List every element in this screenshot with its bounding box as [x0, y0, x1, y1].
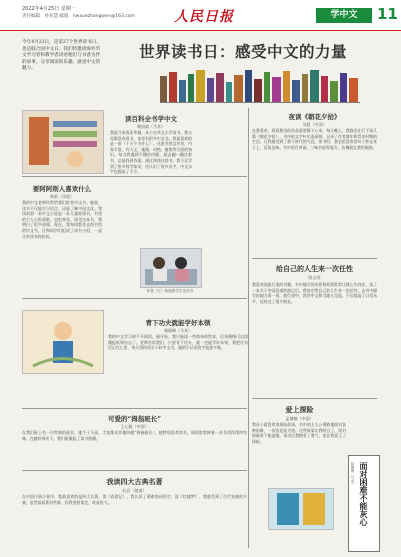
page-title: 世界读书日：感受中文的力量	[138, 42, 347, 61]
masthead	[0, 0, 401, 31]
divider	[252, 398, 377, 399]
article-author-a4: 谢晓琳（马来）	[164, 328, 192, 333]
article-title-a1: 读百科全书学中文	[125, 115, 177, 123]
article-author-a6: 王心颖（中国）	[120, 424, 149, 429]
column-rule	[248, 108, 249, 548]
editor-line: 责任编辑：孙亚慧 邮箱：hwxuezhongwen@163.com	[22, 14, 135, 19]
article-body-a5: 我喜欢读旅行类的书籍，书中描写的风景和故事常常让我心生向往。读了一本关于中国西部的游记后，我决定给自己的人生来一次任性，去书中描写的地方看一看。旅行途中，我用中文和当地人交流，不仅提高了口语水平，还结交了很多朋友。	[252, 282, 377, 304]
article-title-a7: 爱上探险	[285, 405, 314, 414]
side-column-author: 陈姗姗（马来）	[351, 462, 355, 487]
side-column	[348, 455, 380, 552]
newspaper-logo: 人民日报	[174, 9, 234, 25]
article-title-a6: 可爱的“拇指班长”	[108, 415, 161, 423]
divider	[22, 298, 247, 299]
article-author-a2: 刘晨（中国）	[302, 122, 327, 127]
article-body-a6: 在我们班上有一位特别的班长，她个子不高，大家都亲切地叫她“拇指班长”。她特别喜欢读书，课间常常捧着一本书读得津津有味。在她的带动下，我们班掀起了读书热潮。	[22, 430, 247, 441]
article-author-a5: 陈文涛	[308, 275, 321, 280]
divider	[22, 470, 247, 471]
boy-painting	[22, 310, 104, 374]
book-spines	[160, 70, 358, 102]
article-body-a8: 在中国古典小说中，我最喜欢的是四大名著。读《西游记》，我认识了勇敢的孙悟空；读《红楼梦》，我感受到了古代家族的兴衰。虽然读原著有些难，但我坚持读完，收获很大。	[22, 494, 247, 505]
article-title-a5: 给自己的人生来一次任性	[276, 264, 353, 273]
article-body-a3-cont	[106, 200, 246, 240]
page-number: 11	[377, 5, 398, 23]
photo-caption: 作者（左）和她的学生在读书	[146, 289, 194, 293]
divider	[22, 408, 247, 409]
reading-illustration	[22, 110, 104, 174]
article-title-a2: 夜读《朝花夕拾》	[288, 113, 341, 121]
section-label: 学中文	[316, 8, 372, 23]
book-cover-photo	[268, 488, 334, 530]
article-title-a3: 要阿阿则人喜欢什么	[32, 185, 92, 193]
article-body-a3: 我的中文老师经常给我们推荐中文书。她说，读书不仅能学习语言，还能了解中国文化。我读的第一本中文小说是一本儿童故事书，书里的主人公很勇敢，也很善良。读完这本书，我明白了很多道理。现在，我每周都会去图书馆借中文书，还和同学们组成了读书小组，一起分享读书的收获。	[22, 200, 102, 239]
article-body-a2: 在我看来，阅读鲁迅的作品需要静下心来。每天晚上，我都会在灯下读几篇《朝花夕拾》。书中的文字朴实而深刻，记录了作者童年和青年时期的生活，让我感受到了那个时代的气息。读书时，我会把喜欢的句子抄在本子上，反复品味。书中的百草园、三味书屋等地方，仿佛就在我的眼前。	[252, 128, 377, 150]
article-body-a1: 我是马来西亚华裔，从小在华文小学读书。我父母都喜欢看书，家里有很多中文书。我最喜欢的是一套《十万个为什么》。这套书图文并茂，内容丰富，有天文、地理、动物、植物等方面的知识。每当我遇到不懂的问题，就去翻一翻这套书，总能找到答案。通过阅读这套书，我不仅学到了很多科学知识，还认识了很多汉字，中文水平也提高了不少。	[110, 130, 192, 175]
students-photo	[140, 248, 202, 288]
book-illustration	[160, 70, 370, 104]
article-body-a1-cont	[198, 112, 246, 166]
lead-intro: 今年4月23日，是第27个世界读书日，也是联合国中文日。我们特邀请海外华文学习者和教学者讲述他们与书香为伴的故事，分享阅读的乐趣，感受中文的魅力。	[22, 40, 101, 72]
article-body-a4: 我的中文学习离不开阅读。刚开始，我只能读一些简单的绘本，后来慢慢可以读懂报纸和杂志了。老师告诉我们，只要肯下功夫，就一定能学好本领。我把这句话记在心里，每天坚持读半小时中文书，遇到不认识的字就查字典。	[108, 334, 248, 351]
article-author-a7: 孟楠楠（中国）	[285, 416, 314, 421]
article-author-a3: 黄莉（印度）	[50, 194, 74, 199]
side-column-title: 面对困难不能灰心	[359, 462, 369, 526]
article-author-a1: 谢国斌（马来）	[137, 124, 165, 129]
article-body-a7: 我从小就喜欢读探险故事，书中的主人公勇敢地面对各种困难，一次次化险为夷。这些故事让我明白了，面对困难时不能退缩。读书让我拥有了勇气，也让我爱上了探险。	[252, 422, 346, 444]
issue-date: 2022年4月25日 星期一	[22, 6, 76, 12]
divider	[252, 258, 377, 259]
article-title-a8: 我读四大古典名著	[106, 477, 163, 486]
divider	[22, 176, 247, 177]
article-title-a4: 青下功夫就能学好本领	[145, 319, 211, 327]
article-author-a8: 阮氏（越南）	[122, 488, 147, 493]
